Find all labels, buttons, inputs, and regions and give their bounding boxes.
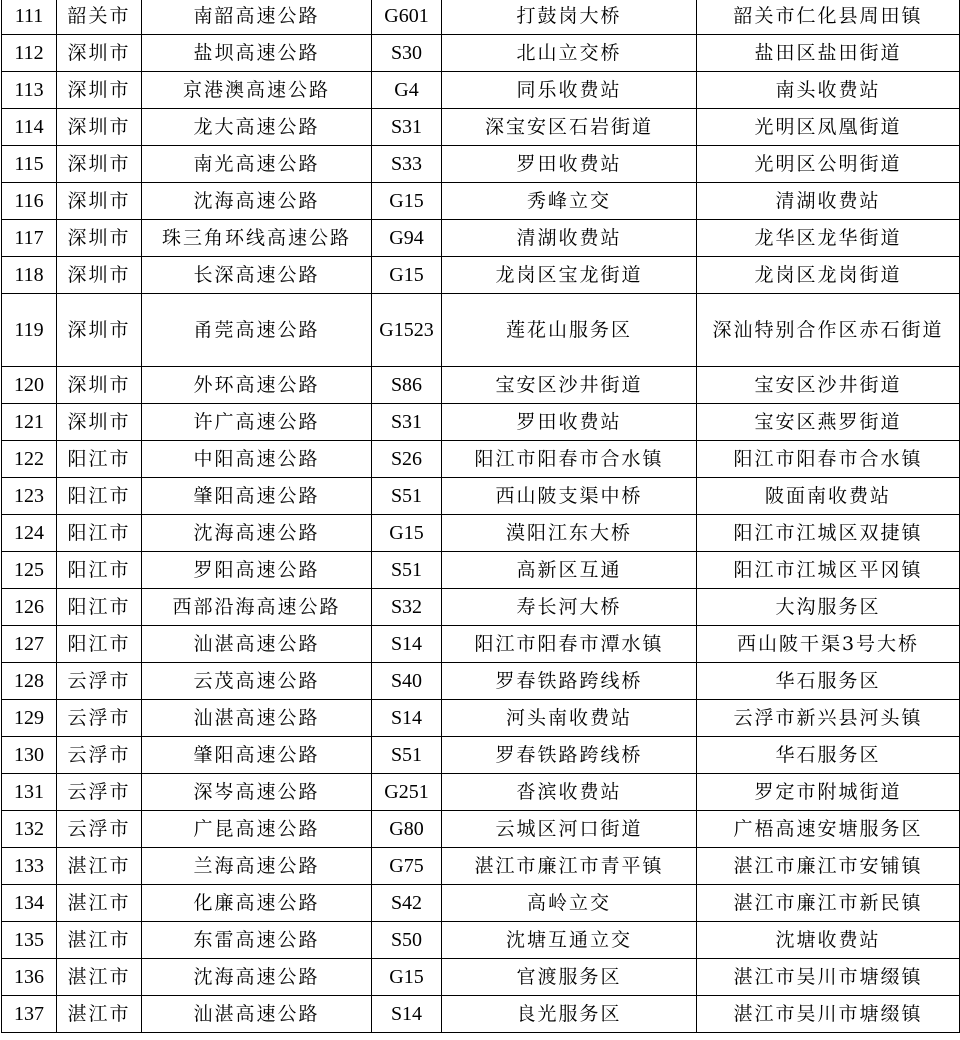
table-row [2, 589, 960, 626]
road-name-cell: 肇阳高速公路 [142, 737, 372, 774]
end-point-cell: 光明区公明街道 [697, 146, 960, 183]
road-code-cell: G601 [372, 0, 442, 35]
end-point-cell: 韶关市仁化县周田镇 [697, 0, 960, 35]
end-point-cell: 华石服务区 [697, 663, 960, 700]
row-number: 115 [2, 146, 57, 183]
end-point-cell: 大沟服务区 [697, 589, 960, 626]
table-row [2, 0, 960, 35]
end-point-cell: 陂面南收费站 [697, 478, 960, 515]
road-name-cell: 兰海高速公路 [142, 848, 372, 885]
road-name-cell: 甬莞高速公路 [142, 294, 372, 367]
start-point-cell: 沓滨收费站 [442, 774, 697, 811]
row-number: 111 [2, 0, 57, 35]
road-code-cell: G15 [372, 515, 442, 552]
table-row [2, 72, 960, 109]
road-code-cell: S86 [372, 367, 442, 404]
road-name-cell: 沈海高速公路 [142, 515, 372, 552]
row-number: 114 [2, 109, 57, 146]
city-cell: 阳江市 [57, 515, 142, 552]
road-name-cell: 肇阳高速公路 [142, 478, 372, 515]
end-point-cell: 阳江市阳春市合水镇 [697, 441, 960, 478]
road-name-cell: 南韶高速公路 [142, 0, 372, 35]
start-point-cell: 河头南收费站 [442, 700, 697, 737]
road-code-cell: S32 [372, 589, 442, 626]
table-row [2, 257, 960, 294]
road-name-cell: 西部沿海高速公路 [142, 589, 372, 626]
end-point-cell: 宝安区沙井街道 [697, 367, 960, 404]
end-point-cell: 盐田区盐田街道 [697, 35, 960, 72]
row-number: 112 [2, 35, 57, 72]
road-code-cell: G15 [372, 183, 442, 220]
start-point-cell: 西山陂支渠中桥 [442, 478, 697, 515]
table-row [2, 441, 960, 478]
row-number: 128 [2, 663, 57, 700]
row-number: 129 [2, 700, 57, 737]
road-code-cell: G251 [372, 774, 442, 811]
end-point-cell: 华石服务区 [697, 737, 960, 774]
row-number: 117 [2, 220, 57, 257]
row-number: 118 [2, 257, 57, 294]
road-name-cell: 中阳高速公路 [142, 441, 372, 478]
start-point-cell: 龙岗区宝龙街道 [442, 257, 697, 294]
table-row [2, 885, 960, 922]
end-point-cell: 广梧高速安塘服务区 [697, 811, 960, 848]
road-code-cell: S26 [372, 441, 442, 478]
start-point-cell: 打鼓岗大桥 [442, 0, 697, 35]
end-point-cell: 深汕特别合作区赤石街道 [697, 294, 960, 367]
row-number: 137 [2, 996, 57, 1033]
highway-table [1, 0, 960, 1033]
road-code-cell: S42 [372, 885, 442, 922]
end-point-cell: 云浮市新兴县河头镇 [697, 700, 960, 737]
road-name-cell: 化廉高速公路 [142, 885, 372, 922]
city-cell: 阳江市 [57, 478, 142, 515]
row-number: 120 [2, 367, 57, 404]
city-cell: 深圳市 [57, 109, 142, 146]
start-point-cell: 罗田收费站 [442, 146, 697, 183]
end-point-cell: 南头收费站 [697, 72, 960, 109]
row-number: 125 [2, 552, 57, 589]
city-cell: 深圳市 [57, 146, 142, 183]
road-code-cell: G80 [372, 811, 442, 848]
road-code-cell: G75 [372, 848, 442, 885]
city-cell: 阳江市 [57, 626, 142, 663]
start-point-cell: 同乐收费站 [442, 72, 697, 109]
row-number: 119 [2, 294, 57, 367]
row-number: 133 [2, 848, 57, 885]
row-number: 116 [2, 183, 57, 220]
city-cell: 湛江市 [57, 996, 142, 1033]
row-number: 126 [2, 589, 57, 626]
start-point-cell: 深宝安区石岩街道 [442, 109, 697, 146]
city-cell: 深圳市 [57, 404, 142, 441]
end-point-cell: 湛江市吴川市塘缀镇 [697, 959, 960, 996]
road-name-cell: 汕湛高速公路 [142, 700, 372, 737]
road-name-cell: 外环高速公路 [142, 367, 372, 404]
start-point-cell: 沈塘互通立交 [442, 922, 697, 959]
end-point-cell: 阳江市江城区双捷镇 [697, 515, 960, 552]
road-code-cell: S31 [372, 404, 442, 441]
road-code-cell: S51 [372, 552, 442, 589]
road-code-cell: G15 [372, 959, 442, 996]
road-code-cell: S14 [372, 700, 442, 737]
start-point-cell: 罗春铁路跨线桥 [442, 663, 697, 700]
end-point-cell: 湛江市廉江市新民镇 [697, 885, 960, 922]
row-number: 131 [2, 774, 57, 811]
road-name-cell: 云茂高速公路 [142, 663, 372, 700]
table-row [2, 552, 960, 589]
road-name-cell: 盐坝高速公路 [142, 35, 372, 72]
road-code-cell: S40 [372, 663, 442, 700]
table-row [2, 146, 960, 183]
table-body [2, 0, 960, 1033]
city-cell: 湛江市 [57, 959, 142, 996]
road-name-cell: 沈海高速公路 [142, 959, 372, 996]
road-name-cell: 长深高速公路 [142, 257, 372, 294]
table-row [2, 811, 960, 848]
road-code-cell: G1523 [372, 294, 442, 367]
city-cell: 深圳市 [57, 72, 142, 109]
table-row [2, 404, 960, 441]
table-row [2, 996, 960, 1033]
city-cell: 深圳市 [57, 183, 142, 220]
table-row [2, 367, 960, 404]
city-cell: 云浮市 [57, 737, 142, 774]
row-number: 124 [2, 515, 57, 552]
road-code-cell: S33 [372, 146, 442, 183]
row-number: 134 [2, 885, 57, 922]
road-name-cell: 汕湛高速公路 [142, 626, 372, 663]
city-cell: 湛江市 [57, 885, 142, 922]
start-point-cell: 罗田收费站 [442, 404, 697, 441]
road-code-cell: S14 [372, 996, 442, 1033]
row-number: 123 [2, 478, 57, 515]
start-point-cell: 湛江市廉江市青平镇 [442, 848, 697, 885]
table-row [2, 663, 960, 700]
end-point-cell: 宝安区燕罗街道 [697, 404, 960, 441]
end-point-cell: 龙岗区龙岗街道 [697, 257, 960, 294]
city-cell: 云浮市 [57, 663, 142, 700]
road-name-cell: 罗阳高速公路 [142, 552, 372, 589]
table-row [2, 700, 960, 737]
start-point-cell: 宝安区沙井街道 [442, 367, 697, 404]
table-row [2, 478, 960, 515]
road-code-cell: S50 [372, 922, 442, 959]
start-point-cell: 莲花山服务区 [442, 294, 697, 367]
end-point-cell: 湛江市廉江市安铺镇 [697, 848, 960, 885]
row-number: 122 [2, 441, 57, 478]
city-cell: 阳江市 [57, 552, 142, 589]
end-point-cell: 光明区凤凰街道 [697, 109, 960, 146]
table-row [2, 959, 960, 996]
city-cell: 阳江市 [57, 589, 142, 626]
end-point-cell: 龙华区龙华街道 [697, 220, 960, 257]
table-row [2, 774, 960, 811]
city-cell: 深圳市 [57, 294, 142, 367]
start-point-cell: 阳江市阳春市潭水镇 [442, 626, 697, 663]
start-point-cell: 清湖收费站 [442, 220, 697, 257]
table-row [2, 294, 960, 367]
city-cell: 阳江市 [57, 441, 142, 478]
road-name-cell: 许广高速公路 [142, 404, 372, 441]
end-point-cell: 沈塘收费站 [697, 922, 960, 959]
start-point-cell: 罗春铁路跨线桥 [442, 737, 697, 774]
start-point-cell: 良光服务区 [442, 996, 697, 1033]
road-code-cell: S14 [372, 626, 442, 663]
road-code-cell: S31 [372, 109, 442, 146]
road-code-cell: G94 [372, 220, 442, 257]
city-cell: 湛江市 [57, 848, 142, 885]
table-row [2, 183, 960, 220]
row-number: 135 [2, 922, 57, 959]
table-row [2, 922, 960, 959]
city-cell: 深圳市 [57, 257, 142, 294]
start-point-cell: 官渡服务区 [442, 959, 697, 996]
table-row [2, 220, 960, 257]
table-row [2, 737, 960, 774]
city-cell: 深圳市 [57, 35, 142, 72]
road-code-cell: G4 [372, 72, 442, 109]
table-row [2, 626, 960, 663]
city-cell: 深圳市 [57, 220, 142, 257]
table-row [2, 35, 960, 72]
road-name-cell: 广昆高速公路 [142, 811, 372, 848]
table-row [2, 515, 960, 552]
start-point-cell: 漠阳江东大桥 [442, 515, 697, 552]
road-name-cell: 沈海高速公路 [142, 183, 372, 220]
road-name-cell: 汕湛高速公路 [142, 996, 372, 1033]
start-point-cell: 寿长河大桥 [442, 589, 697, 626]
row-number: 113 [2, 72, 57, 109]
road-name-cell: 龙大高速公路 [142, 109, 372, 146]
end-point-cell: 西山陂干渠3号大桥 [697, 626, 960, 663]
row-number: 132 [2, 811, 57, 848]
start-point-cell: 北山立交桥 [442, 35, 697, 72]
road-name-cell: 南光高速公路 [142, 146, 372, 183]
road-name-cell: 东雷高速公路 [142, 922, 372, 959]
road-code-cell: G15 [372, 257, 442, 294]
start-point-cell: 阳江市阳春市合水镇 [442, 441, 697, 478]
road-code-cell: S51 [372, 478, 442, 515]
start-point-cell: 云城区河口街道 [442, 811, 697, 848]
city-cell: 云浮市 [57, 774, 142, 811]
end-point-cell: 清湖收费站 [697, 183, 960, 220]
city-cell: 云浮市 [57, 811, 142, 848]
city-cell: 韶关市 [57, 0, 142, 35]
row-number: 121 [2, 404, 57, 441]
city-cell: 深圳市 [57, 367, 142, 404]
table-row [2, 109, 960, 146]
row-number: 136 [2, 959, 57, 996]
end-point-cell: 罗定市附城街道 [697, 774, 960, 811]
end-point-cell: 湛江市吴川市塘缀镇 [697, 996, 960, 1033]
road-code-cell: S51 [372, 737, 442, 774]
start-point-cell: 高新区互通 [442, 552, 697, 589]
road-code-cell: S30 [372, 35, 442, 72]
road-name-cell: 京港澳高速公路 [142, 72, 372, 109]
start-point-cell: 高岭立交 [442, 885, 697, 922]
road-name-cell: 珠三角环线高速公路 [142, 220, 372, 257]
row-number: 127 [2, 626, 57, 663]
row-number: 130 [2, 737, 57, 774]
road-name-cell: 深岑高速公路 [142, 774, 372, 811]
city-cell: 湛江市 [57, 922, 142, 959]
city-cell: 云浮市 [57, 700, 142, 737]
table-row [2, 848, 960, 885]
end-point-cell: 阳江市江城区平冈镇 [697, 552, 960, 589]
start-point-cell: 秀峰立交 [442, 183, 697, 220]
